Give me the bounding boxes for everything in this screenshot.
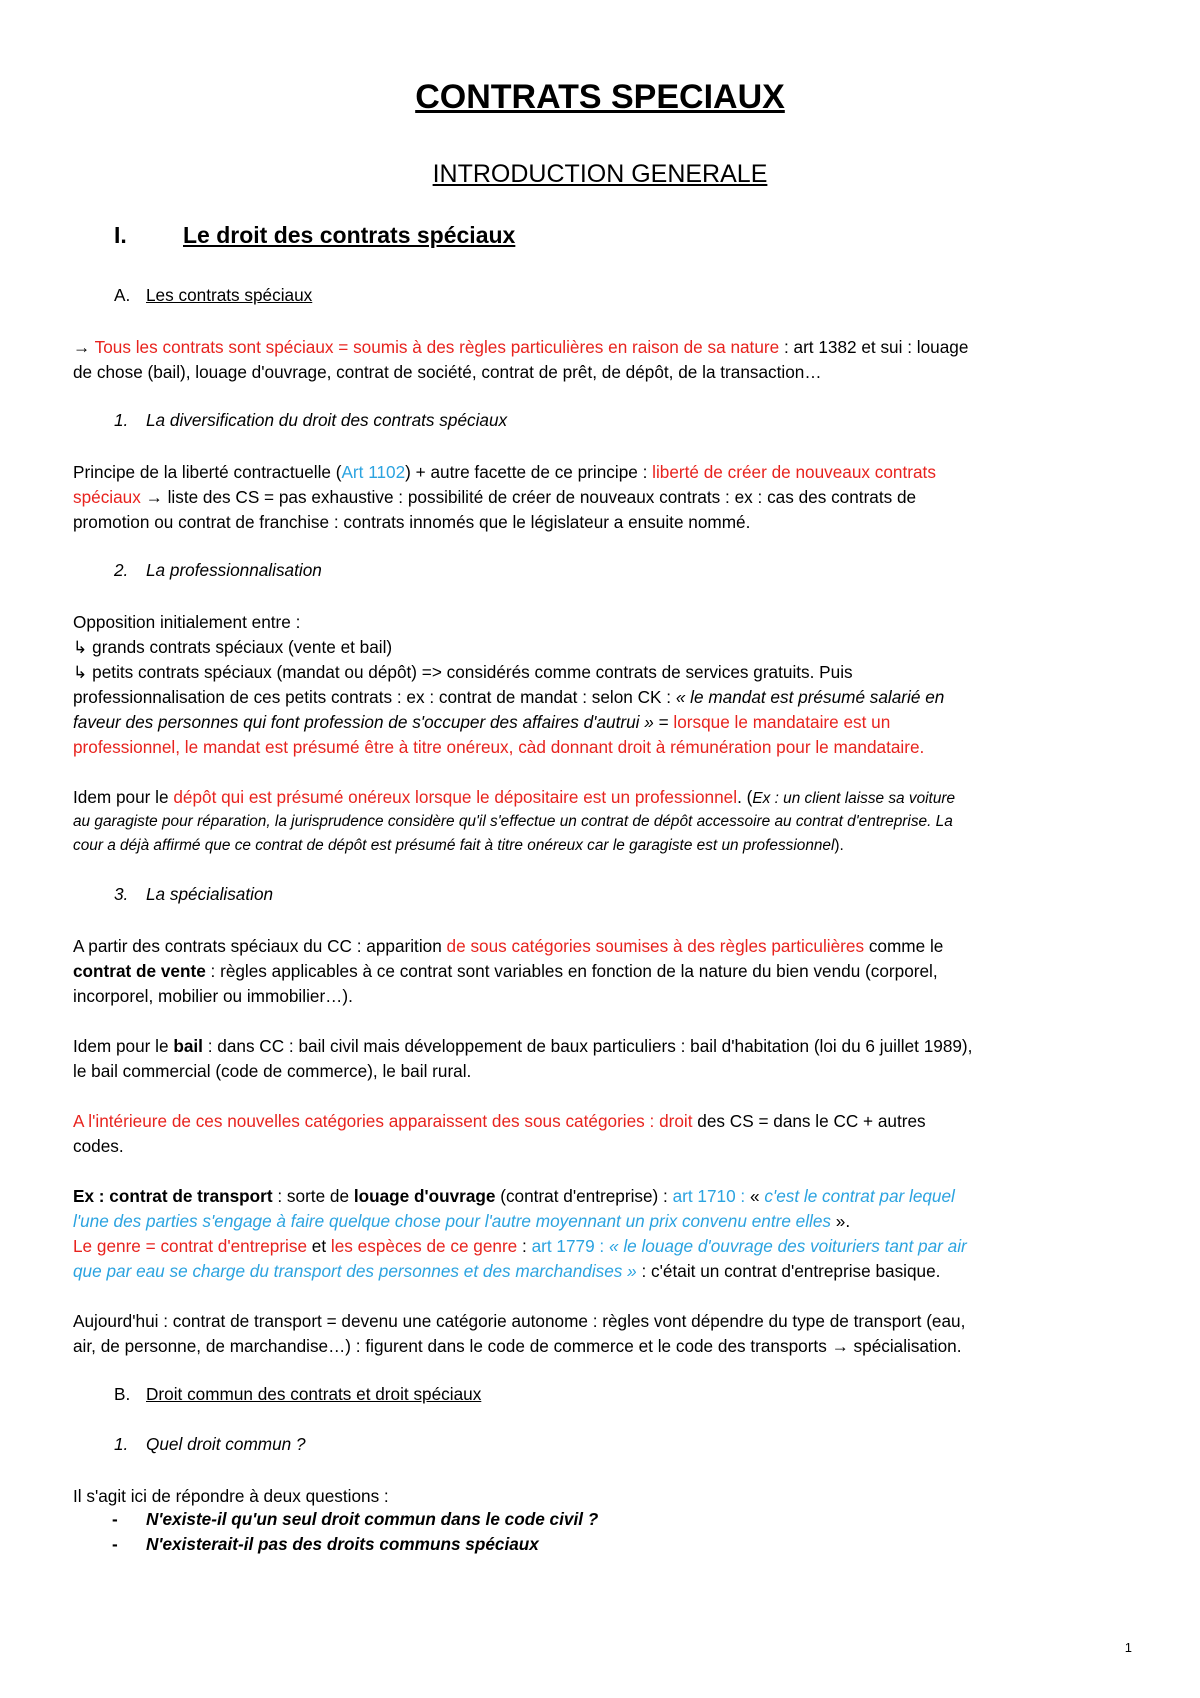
paragraph-line: Il s'agit ici de répondre à deux questions : bbox=[73, 1486, 389, 1506]
paragraph-line: professionnel, le mandat est présumé être à titre onéreux, càd donnant droit à rémunération pour le mandataire. bbox=[73, 737, 925, 757]
page-number: 1 bbox=[1124, 1640, 1132, 1655]
highlight-text: Le genre = contrat d'entreprise bbox=[73, 1236, 308, 1256]
quote-text: faveur des personnes qui font profession de s'occuper des affaires d'autrui » bbox=[73, 712, 654, 732]
text: : bbox=[517, 1236, 532, 1256]
paragraph-line: le bail commercial (code de commerce), le bail rural. bbox=[73, 1061, 472, 1081]
subsection-title: Droit commun des contrats et droit spéciaux bbox=[146, 1384, 482, 1404]
bullet-dash: - bbox=[112, 1509, 118, 1529]
text: ). bbox=[834, 837, 844, 854]
paragraph-line bbox=[73, 834, 844, 857]
paragraph-line bbox=[73, 1109, 926, 1134]
paragraph-line: de chose (bail), louage d'ouvrage, contrat de société, contrat de prêt, de dépôt, de la transaction… bbox=[73, 362, 822, 382]
text: et bbox=[307, 1236, 331, 1256]
paragraph-line: au garagiste pour réparation, la jurisprudence considère qu'il s'effectue un contrat de dépôt accessoire au contrat d'entreprise. La bbox=[73, 813, 953, 830]
paragraph-line: air, de personne, de marchandise…) : figurent dans le code de commerce et le code des transports → spécialisation. bbox=[73, 1336, 962, 1356]
highlight-text: spéciaux bbox=[73, 487, 141, 507]
paragraph-line bbox=[73, 785, 955, 810]
subsection-title: Les contrats spéciaux bbox=[146, 285, 313, 305]
heading-title: La professionnalisation bbox=[146, 560, 322, 580]
paragraph-line bbox=[73, 335, 968, 360]
heading-number: 1. bbox=[114, 1434, 129, 1454]
heading-title: La spécialisation bbox=[146, 884, 274, 904]
heading-number: 2. bbox=[114, 560, 129, 580]
quote-text: « le mandat est présumé salarié en bbox=[675, 687, 945, 707]
article-ref: art 1779 : bbox=[531, 1236, 609, 1256]
bullet-dash: - bbox=[112, 1534, 118, 1554]
quote-text: l'une des parties s'engage à faire quelque chose pour l'autre moyennant un prix convenu entre elles bbox=[73, 1211, 831, 1231]
heading-title: Quel droit commun ? bbox=[146, 1434, 306, 1454]
heading-number: 1. bbox=[114, 410, 129, 430]
document-subtitle: INTRODUCTION GENERALE bbox=[432, 160, 768, 188]
quote-text: que par eau se charge du transport des personnes et des marchandises » bbox=[73, 1261, 637, 1281]
paragraph-line bbox=[73, 685, 944, 710]
paragraph-line bbox=[73, 1209, 850, 1234]
text: comme le bbox=[864, 936, 944, 956]
subsection-letter: B. bbox=[114, 1384, 131, 1404]
paragraph-line: codes. bbox=[73, 1136, 124, 1156]
text: : dans CC : bail civil mais développement de baux particuliers : bail d'habitation (loi du 6 juillet 1989), bbox=[202, 1036, 973, 1056]
subsection-letter: A. bbox=[114, 285, 131, 305]
example-text: cour a déjà affirmé que ce contrat de dépôt est présumé fait à titre onéreux car le garagiste est un professionnel bbox=[73, 837, 835, 854]
paragraph-line bbox=[73, 959, 938, 984]
text: . ( bbox=[737, 787, 753, 807]
quote-text: « le louage d'ouvrage des voituriers tant par air bbox=[608, 1236, 967, 1256]
text: → liste des CS = pas exhaustive : possibilité de créer de nouveaux contrats : ex : cas des contrats de bbox=[140, 487, 917, 507]
highlight-text: liberté de créer de nouveaux contrats bbox=[652, 462, 936, 482]
text: « bbox=[745, 1186, 765, 1206]
example-text: Ex : un client laisse sa voiture bbox=[752, 790, 956, 807]
highlight-text: A l'intérieure de ces nouvelles catégories apparaissent des sous catégories : droit bbox=[73, 1111, 693, 1131]
article-ref: art 1710 : bbox=[672, 1186, 746, 1206]
text: = bbox=[653, 712, 674, 732]
paragraph-line: ↳ grands contrats spéciaux (vente et bail) bbox=[73, 637, 393, 657]
paragraph-line bbox=[73, 1234, 967, 1259]
highlight-text: de sous catégories soumises à des règles particulières bbox=[446, 936, 865, 956]
bold-text: contrat de vente bbox=[73, 961, 206, 981]
paragraph-line bbox=[73, 934, 943, 959]
paragraph-line bbox=[73, 1184, 955, 1209]
highlight-text: lorsque le mandataire est un bbox=[673, 712, 891, 732]
paragraph-line bbox=[73, 1034, 972, 1059]
text: : art 1382 et sui : louage bbox=[779, 337, 969, 357]
paragraph-line: incorporel, mobilier ou immobilier…). bbox=[73, 986, 353, 1006]
bold-text: louage d'ouvrage bbox=[353, 1186, 496, 1206]
text: des CS = dans le CC + autres bbox=[692, 1111, 926, 1131]
highlight-text: dépôt qui est présumé onéreux lorsque le dépositaire est un professionnel bbox=[173, 787, 738, 807]
bullet-item: N'existerait-il pas des droits communs spéciaux bbox=[146, 1534, 539, 1554]
paragraph-line bbox=[73, 485, 916, 510]
text: : c'était un contrat d'entreprise basique. bbox=[636, 1261, 941, 1281]
bullet-item: N'existe-il qu'un seul droit commun dans le code civil ? bbox=[146, 1509, 599, 1529]
text: professionnalisation de ces petits contrats : ex : contrat de mandat : selon CK : bbox=[73, 687, 676, 707]
text: ) + autre facette de ce principe : bbox=[405, 462, 653, 482]
arrow-icon: → bbox=[73, 337, 95, 357]
highlight-text: Tous les contrats sont spéciaux = soumis à des règles particulières en raison de sa nature bbox=[94, 337, 780, 357]
paragraph-line bbox=[73, 460, 936, 485]
document-title: CONTRATS SPECIAUX bbox=[415, 78, 785, 116]
paragraph-line bbox=[73, 710, 890, 735]
bold-text: bail bbox=[173, 1036, 203, 1056]
text: Idem pour le bbox=[73, 1036, 174, 1056]
text: : sorte de bbox=[272, 1186, 354, 1206]
highlight-text: les espèces de ce genre bbox=[330, 1236, 518, 1256]
text: A partir des contrats spéciaux du CC : apparition bbox=[73, 936, 447, 956]
article-ref: Art 1102 bbox=[341, 462, 406, 482]
paragraph-line bbox=[73, 1259, 940, 1284]
text: Principe de la liberté contractuelle ( bbox=[73, 462, 342, 482]
bold-text: Ex : contrat de transport bbox=[73, 1186, 273, 1206]
paragraph-line: Aujourd'hui : contrat de transport = devenu une catégorie autonome : règles vont dépendre du type de transport (eau, bbox=[73, 1311, 966, 1331]
paragraph-line: promotion ou contrat de franchise : contrats innomés que le législateur a ensuite nommé. bbox=[73, 512, 751, 532]
paragraph-line: ↳ petits contrats spéciaux (mandat ou dépôt) => considérés comme contrats de services gratuits. Puis bbox=[73, 662, 853, 682]
text: : règles applicables à ce contrat sont variables en fonction de la nature du bien vendu (corporel, bbox=[205, 961, 938, 981]
text: Idem pour le bbox=[73, 787, 174, 807]
paragraph-line: Opposition initialement entre : bbox=[73, 612, 301, 632]
quote-text: c'est le contrat par lequel bbox=[764, 1186, 955, 1206]
text: (contrat d'entreprise) : bbox=[495, 1186, 673, 1206]
text: ». bbox=[831, 1211, 851, 1231]
heading-number: 3. bbox=[114, 884, 129, 904]
section-title: Le droit des contrats spéciaux bbox=[183, 222, 516, 248]
section-number: I. bbox=[114, 222, 127, 248]
heading-title: La diversification du droit des contrats spéciaux bbox=[146, 410, 508, 430]
